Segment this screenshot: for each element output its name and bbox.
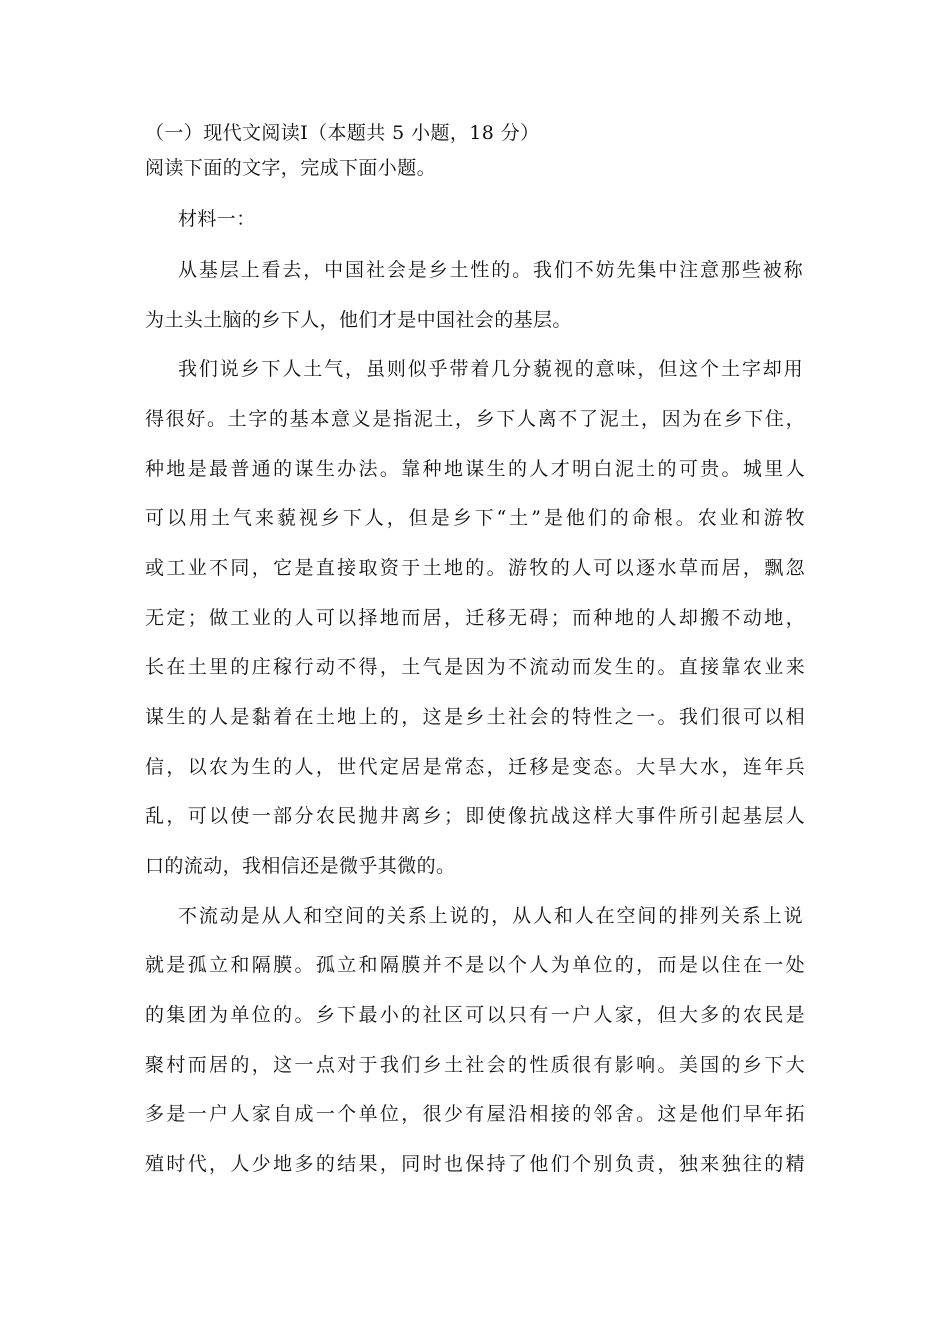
text-line: 不流动是从人和空间的关系上说的，从人和人在空间的排列关系上说 [178, 905, 803, 927]
material-label: 材料一： [178, 208, 256, 230]
text-line: 谋生的人是黏着在土地上的，这是乡土社会的特性之一。我们很可以相 [145, 706, 805, 728]
text-line: 口的流动，我相信还是微乎其微的。 [145, 855, 456, 877]
text-line: 可以用土气来藐视乡下人，但是乡下“土”是他们的命根。农业和游牧 [145, 507, 805, 529]
text-line: 的集团为单位的。乡下最小的社区可以只有一户人家，但大多的农民是 [145, 1004, 805, 1026]
section-header: （一）现代文阅读Ⅰ（本题共 5 小题，18 分） [145, 122, 540, 144]
text-line: 信，以农为生的人，世代定居是常态，迁移是变态。大旱大水，连年兵 [145, 756, 805, 778]
text-line: 乱，可以使一部分农民抛井离乡；即使像抗战这样大事件所引起基层人 [145, 805, 805, 827]
text-line: 为土头土脑的乡下人，他们才是中国社会的基层。 [145, 309, 572, 331]
text-line: 殖时代，人少地多的结果，同时也保持了他们个别负责，独来独往的精 [145, 1153, 805, 1175]
text-line: 或工业不同，它是直接取资于土地的。游牧的人可以逐水草而居，飘忽 [145, 557, 805, 579]
text-line: 得很好。土字的基本意义是指泥土，乡下人离不了泥土，因为在乡下住， [145, 408, 805, 430]
text-line: 聚村而居的，这一点对于我们乡土社会的性质很有影响。美国的乡下大 [145, 1054, 805, 1076]
text-line: 种地是最普通的谋生办法。靠种地谋生的人才明白泥土的可贵。城里人 [145, 458, 805, 480]
text-line: 多是一户人家自成一个单位，很少有屋沿相接的邻舍。这是他们早年拓 [145, 1103, 805, 1125]
text-line: 就是孤立和隔膜。孤立和隔膜并不是以个人为单位的，而是以住在一处 [145, 954, 805, 976]
text-line: 我们说乡下人土气，虽则似乎带着几分藐视的意味，但这个土字却用 [178, 358, 803, 380]
text-line: 无定；做工业的人可以择地而居，迁移无碍；而种地的人却搬不动地， [145, 607, 805, 629]
text-line: 长在土里的庄稼行动不得，土气是因为不流动而发生的。直接靠农业来 [145, 656, 805, 678]
text-line: 从基层上看去，中国社会是乡土性的。我们不妨先集中注意那些被称 [178, 259, 803, 281]
instruction-text: 阅读下面的文字，完成下面小题。 [145, 157, 437, 179]
